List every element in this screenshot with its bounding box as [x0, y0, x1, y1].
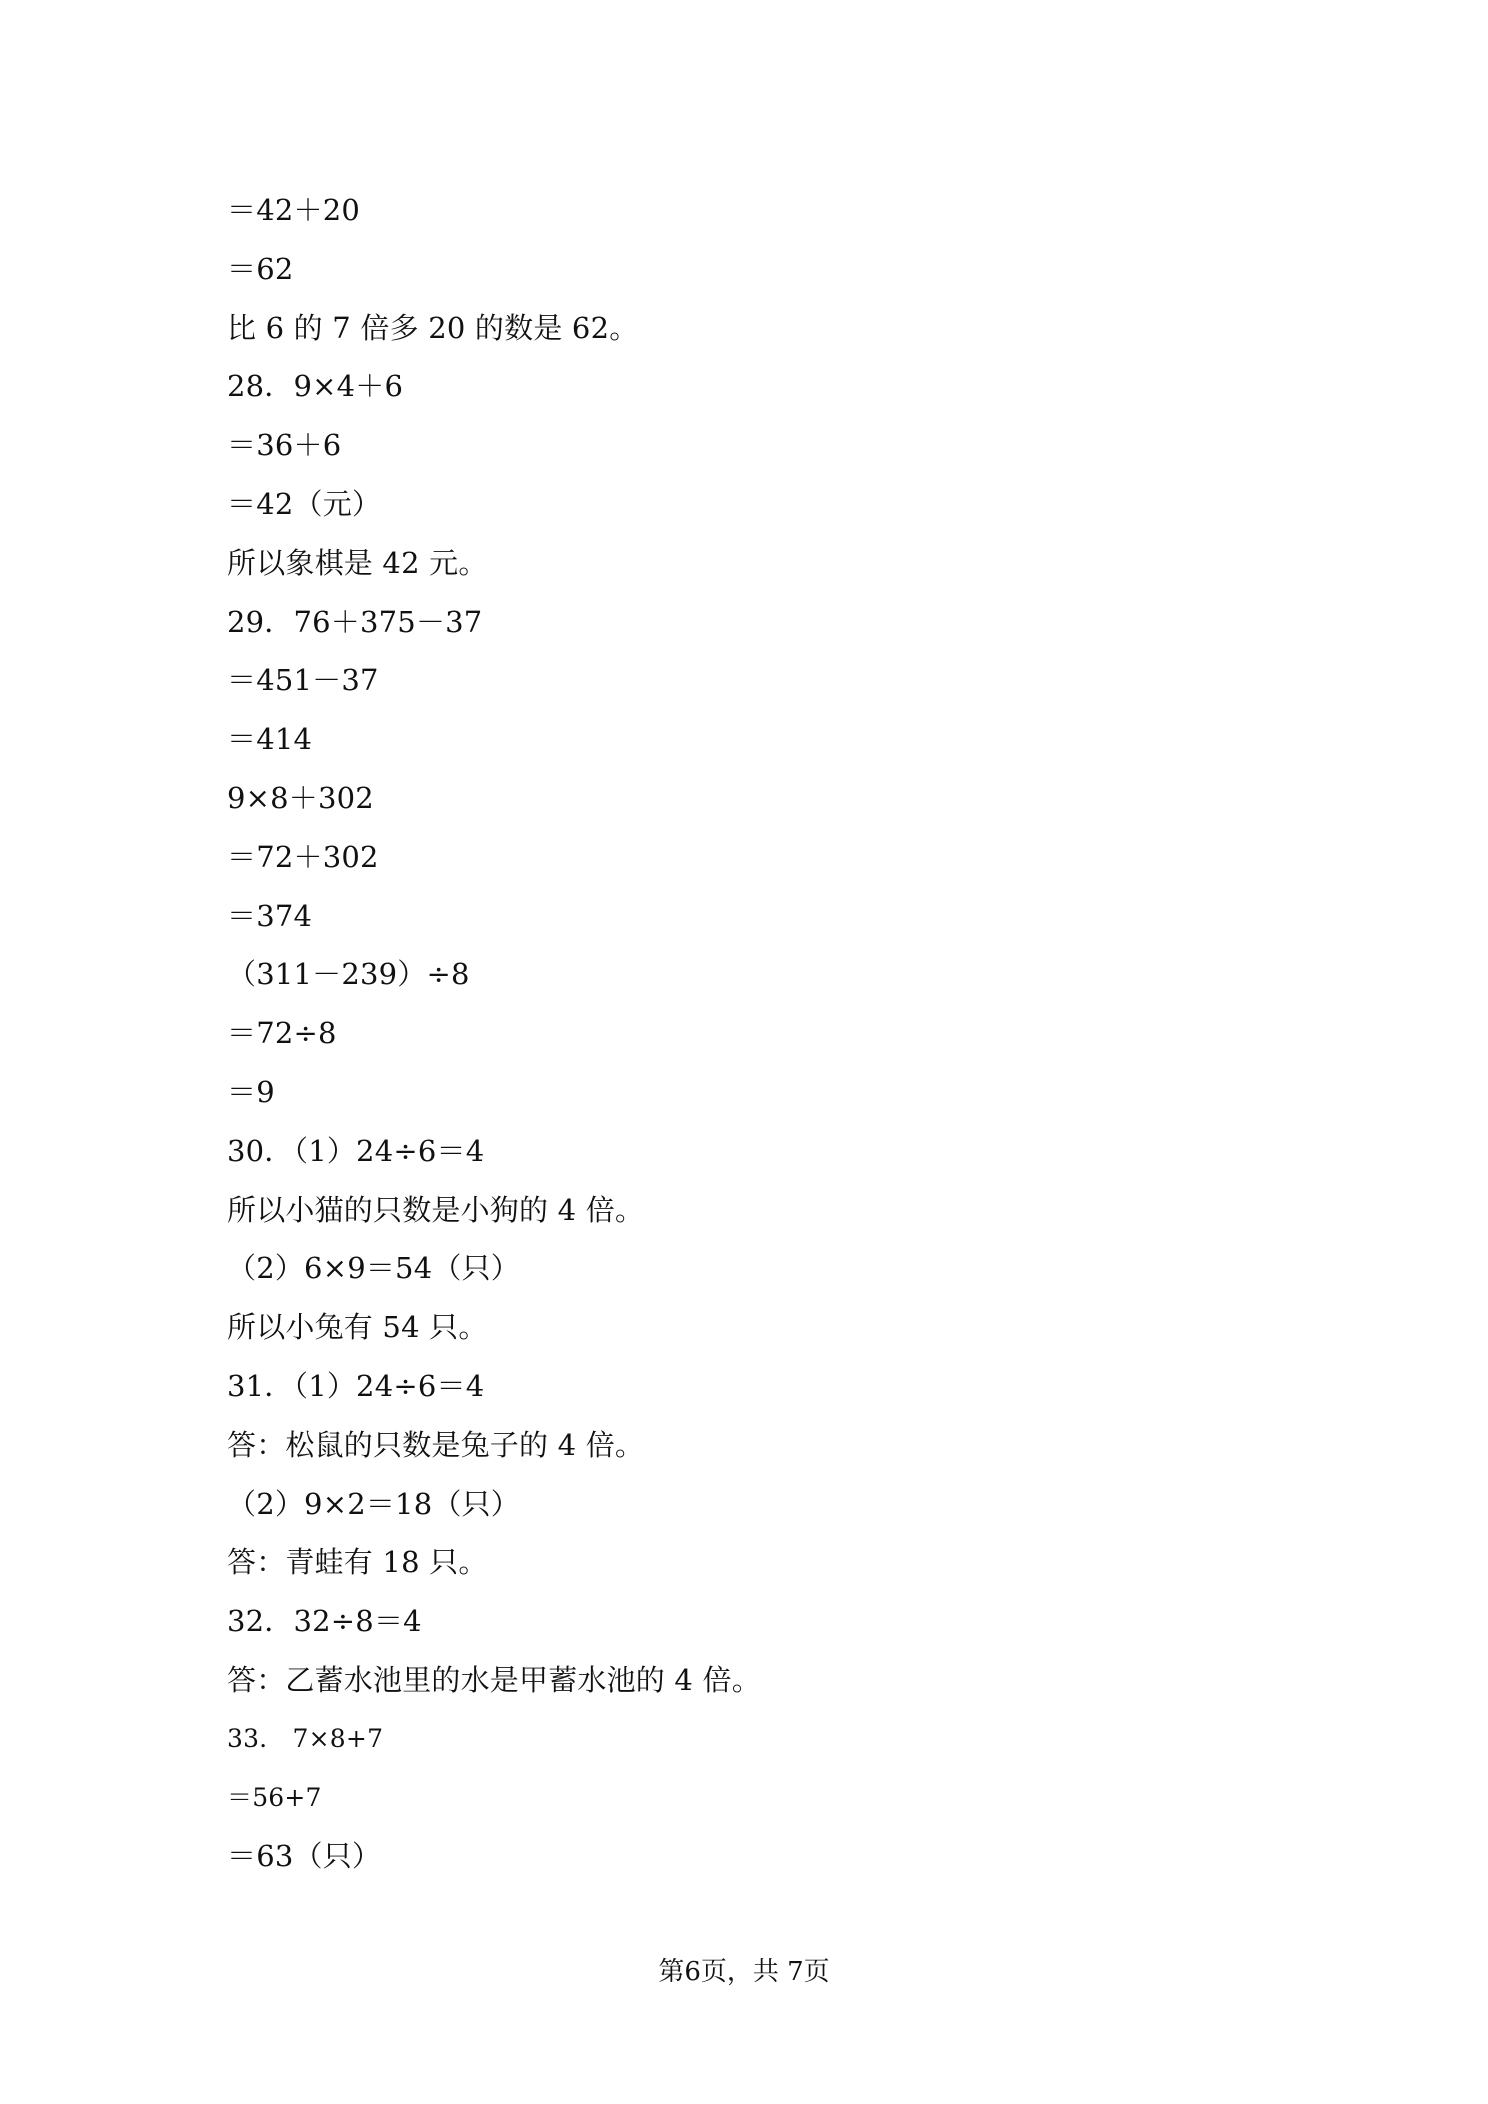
text-line: 33． 7×8+7 — [227, 1723, 384, 1753]
text-line: 30．（1）24÷6＝4 — [227, 1133, 485, 1168]
text-line: ＝42＋20 — [227, 193, 361, 227]
text-line: ＝414 — [227, 722, 313, 757]
text-line: 32．32÷8＝4 — [227, 1604, 422, 1639]
text-line: （2）6×9＝54（只） — [227, 1251, 520, 1286]
text-line: ＝9 — [227, 1074, 275, 1109]
text-line: 所以小兔有 54 只。 — [227, 1310, 488, 1345]
text-line: ＝72÷8 — [227, 1016, 337, 1051]
text-line: ＝56+7 — [227, 1782, 322, 1812]
page-footer: 第6页，共 7页 — [658, 1957, 830, 1987]
text-line: 28．9×4＋6 — [227, 369, 404, 404]
text-line: （2）9×2＝18（只） — [227, 1486, 520, 1521]
text-line: ＝374 — [227, 898, 313, 933]
text-line: 所以象棋是 42 元。 — [227, 545, 488, 580]
text-line: 答：松鼠的只数是兔子的 4 倍。 — [227, 1427, 645, 1462]
text-line: ＝62 — [227, 251, 294, 286]
answer-content — [227, 188, 1327, 1893]
text-line: ＝451－37 — [227, 663, 379, 698]
text-line: 比 6 的 7 倍多 20 的数是 62。 — [227, 310, 639, 345]
text-line: 31．（1）24÷6＝4 — [227, 1368, 485, 1403]
text-line: 答：乙蓄水池里的水是甲蓄水池的 4 倍。 — [227, 1662, 761, 1697]
text-line: ＝42（元） — [227, 486, 382, 521]
text-line: ＝72＋302 — [227, 839, 379, 874]
text-line: 所以小猫的只数是小狗的 4 倍。 — [227, 1192, 645, 1227]
text-line: 29．76＋375－37 — [227, 604, 483, 639]
text-line: （311－239）÷8 — [227, 957, 470, 992]
text-line: ＝63（只） — [227, 1839, 382, 1874]
text-line: 答：青蛙有 18 只。 — [227, 1545, 488, 1580]
text-line: 9×8＋302 — [227, 780, 374, 815]
text-line: ＝36＋6 — [227, 428, 342, 463]
